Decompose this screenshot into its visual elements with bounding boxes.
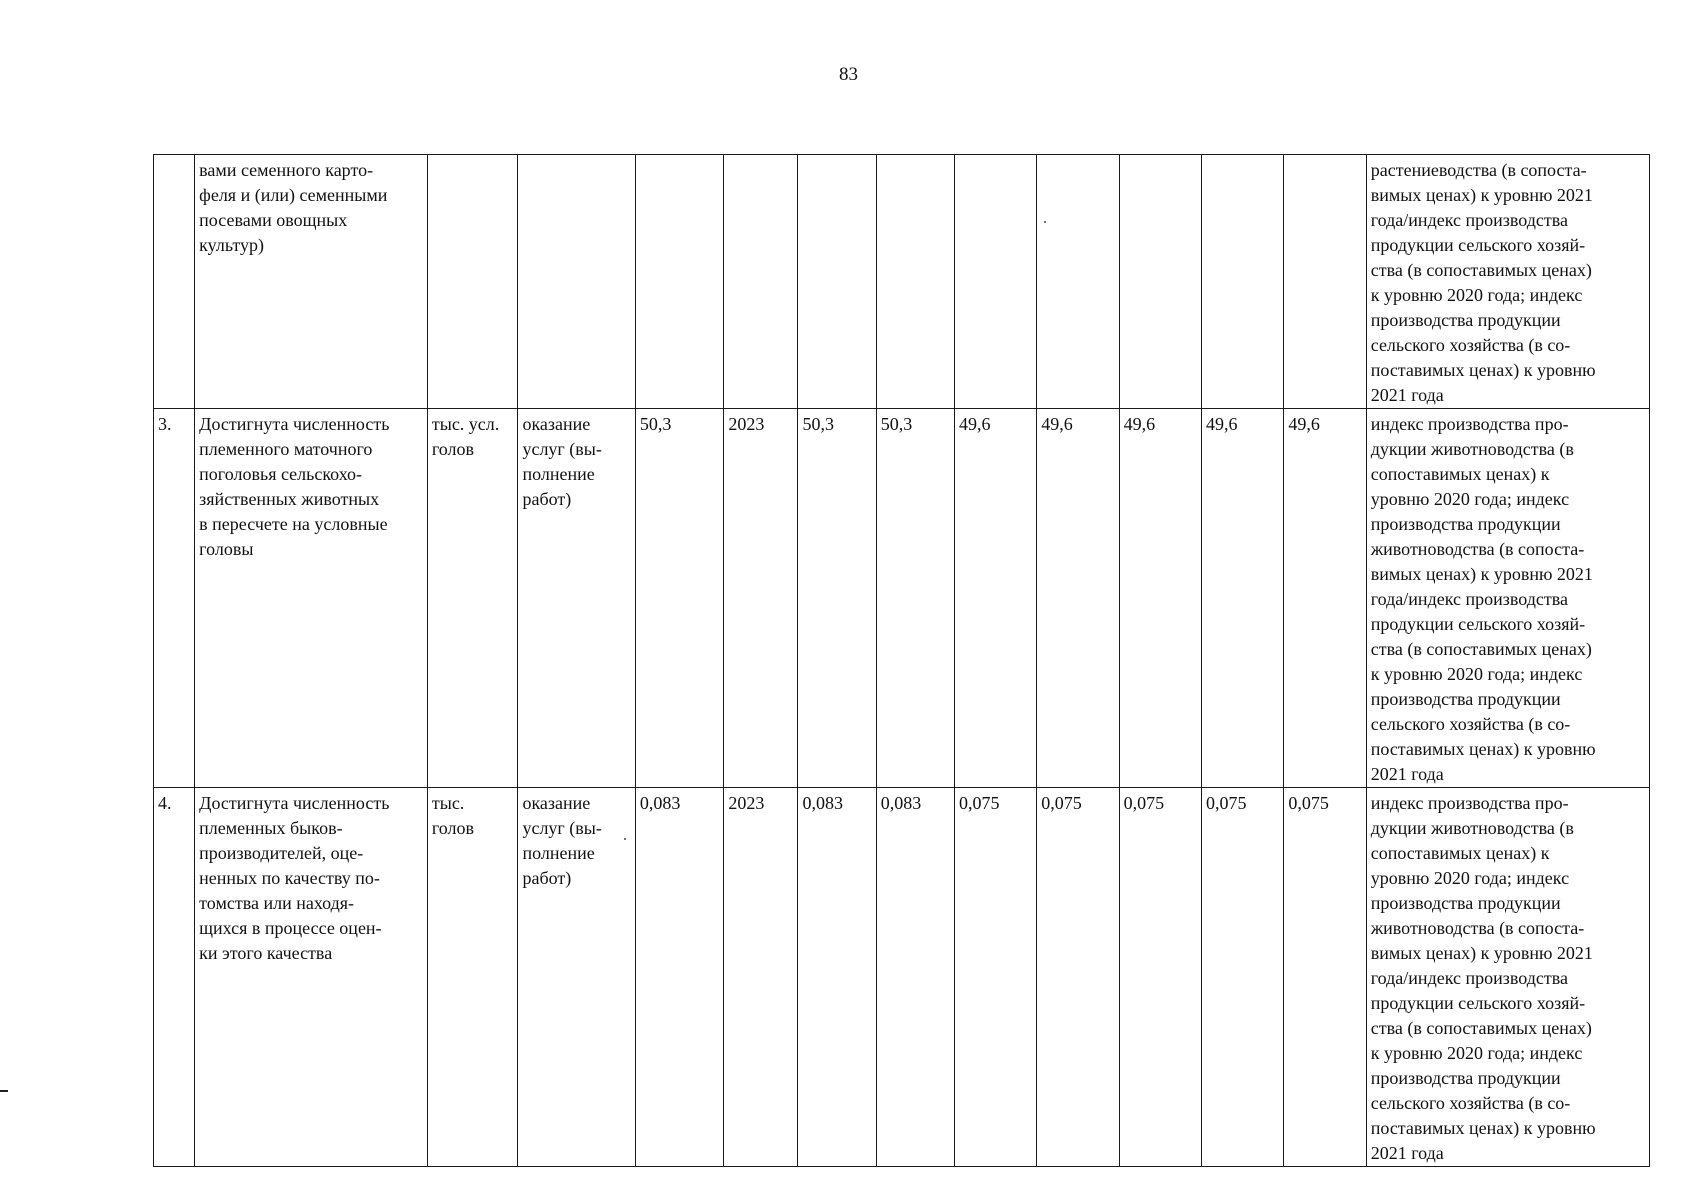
value-cell: 0,075 [1202,788,1284,1167]
result-name-cell: Достигнута численность племенных быков- производителей, оце- ненных по качеству по- томства или находя- щихся в процессе оцен- ки этого качества [195,788,428,1167]
value-cell: 0,075 [1119,788,1201,1167]
value-cell: 49,6 [1037,409,1119,788]
value-cell: 49,6 [1284,409,1366,788]
value-cell [1037,155,1119,409]
unit-cell: тыс. усл. голов [427,409,518,788]
base-value-cell: 50,3 [635,409,724,788]
row-number-cell: 4. [154,788,195,1167]
result-type-cell: оказание услуг (вы- полнение работ) [518,409,635,788]
base-year-cell: 2023 [724,788,798,1167]
indicator-cell: индекс производства про- дукции животноводства (в сопоставимых ценах) к уровню 2020 года; индекс производства продукции животноводства (в сопоста- вимых ценах) к уровню 2021 года/индекс производства продукции сельского хозяй- ства (в сопоставимых ценах) к уровню 2020 года; индекс производства продукции сельского хозяйства (в со- поставимых ценах) к уровню 2021 года [1366,788,1649,1167]
result-name-cell: Достигнута численность племенного маточного поголовья сельскохо- зяйственных животных в пересчете на условные головы [195,409,428,788]
value-cell: 0,083 [798,788,876,1167]
result-type-cell [518,155,635,409]
value-cell: 50,3 [798,409,876,788]
result-name-cell: вами семенного карто- феля и (или) семенными посевами овощных культур) [195,155,428,409]
value-cell [876,155,954,409]
value-cell [798,155,876,409]
table-row [154,155,1650,409]
value-cell [1119,155,1201,409]
value-cell: 0,083 [876,788,954,1167]
base-value-cell [635,155,724,409]
value-cell: 50,3 [876,409,954,788]
row-number-cell [154,155,195,409]
value-cell: 0,075 [1037,788,1119,1167]
table-row [154,409,1650,788]
value-cell: 0,075 [954,788,1036,1167]
unit-cell: тыс. голов [427,788,518,1167]
value-cell: 49,6 [1119,409,1201,788]
result-type-cell: оказание услуг (вы- полнение работ) [518,788,635,1167]
row-number-cell: 3. [154,409,195,788]
indicator-cell: растениеводства (в сопоста- вимых ценах) к уровню 2021 года/индекс производства продукции сельского хозяй- ства (в сопоставимых ценах) к уровню 2020 года; индекс производства продукции сельского хозяйства (в со- поставимых ценах) к уровню 2021 года [1366,155,1649,409]
unit-cell [427,155,518,409]
value-cell [1284,155,1366,409]
indicator-cell: индекс производства про- дукции животноводства (в сопоставимых ценах) к уровню 2020 года; индекс производства продукции животноводства (в сопоста- вимых ценах) к уровню 2021 года/индекс производства продукции сельского хозяй- ства (в сопоставимых ценах) к уровню 2020 года; индекс производства продукции сельского хозяйства (в со- поставимых ценах) к уровню 2021 года [1366,409,1649,788]
value-cell [954,155,1036,409]
page-number: 83 [839,64,858,85]
value-cell: 49,6 [954,409,1036,788]
value-cell: 49,6 [1202,409,1284,788]
base-value-cell: 0,083 [635,788,724,1167]
value-cell: 0,075 [1284,788,1366,1167]
base-year-cell [724,155,798,409]
margin-mark [0,1090,8,1092]
data-table [153,154,1650,1167]
base-year-cell: 2023 [724,409,798,788]
table-row [154,788,1650,1167]
value-cell [1202,155,1284,409]
